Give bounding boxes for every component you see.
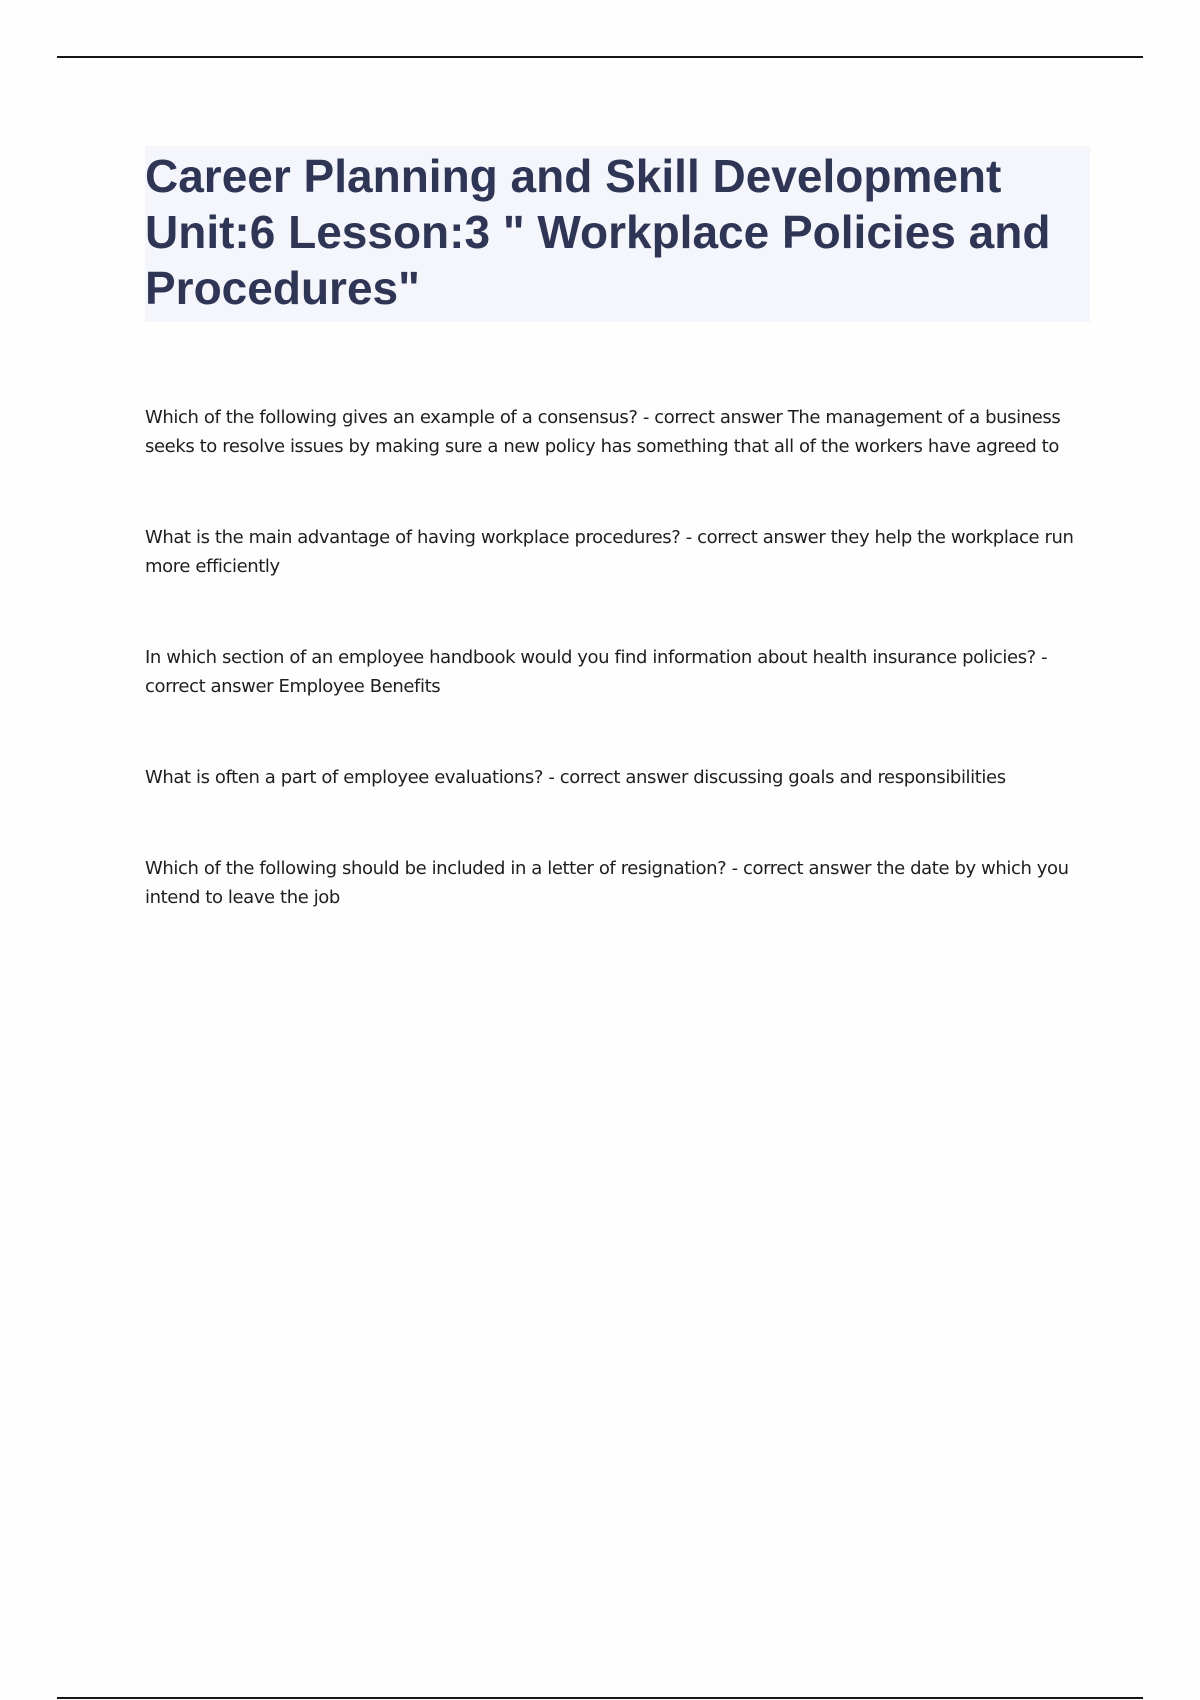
qa-item: Which of the following gives an example of a consensus? - correct answer The management of a business seeks to resolve issues by making sure a new policy has something that all of the workers have agreed to [145, 407, 1061, 457]
page-title: Career Planning and Skill Development Unit:6 Lesson:3 " Workplace Policies and Procedures" [145, 150, 1051, 314]
qa-item: In which section of an employee handbook would you find information about health insurance policies? - correct answer Employee Benefits [145, 647, 1048, 697]
bottom-rule [57, 1697, 1143, 1699]
qa-item: What is often a part of employee evaluations? - correct answer discussing goals and responsibilities [145, 767, 1006, 788]
qa-list [145, 403, 1085, 912]
top-rule [57, 56, 1143, 58]
qa-item: What is the main advantage of having workplace procedures? - correct answer they help the workplace run more efficiently [145, 527, 1074, 577]
qa-item: Which of the following should be included in a letter of resignation? - correct answer the date by which you intend to leave the job [145, 858, 1069, 908]
title-block [145, 146, 1090, 322]
